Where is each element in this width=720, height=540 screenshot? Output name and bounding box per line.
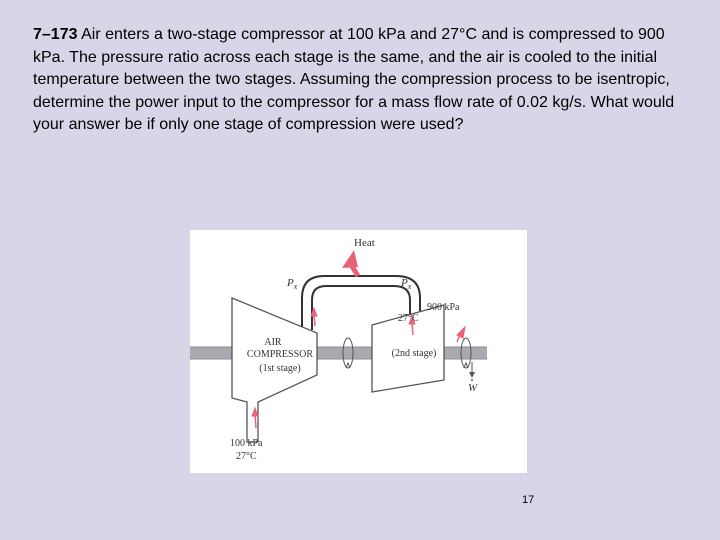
work-symbol: W xyxy=(468,382,478,394)
work-arrow xyxy=(469,362,475,378)
stage1-label-line2: COMPRESSOR xyxy=(246,349,314,360)
page-number: 17 xyxy=(522,494,535,506)
stage1-label-line3: (1st stage) xyxy=(259,363,301,374)
stage2-label: (2nd stage) xyxy=(391,348,437,359)
problem-number: 7–173 xyxy=(33,26,78,43)
px-left-label: $P_x$ xyxy=(287,277,298,291)
problem-statement xyxy=(33,24,683,137)
heat-label: Heat xyxy=(354,237,375,249)
problem-text: Air enters a two-stage compressor at 100 kPa and 27°C and is compressed to 900 kPa. The pressure ratio across each stage is the same, and the air is cooled to the initial temperature between the two stages. Assuming the compression process to be isentropic, determine the power input to the compressor for a mass flow rate of 0.02 kg/s. What would your answer be if only one stage of compression were used? xyxy=(33,26,675,133)
stage1-label-line1: AIR xyxy=(264,337,282,348)
inlet-temperature: 27°C xyxy=(236,451,257,462)
mid-temperature: 27°C xyxy=(398,313,419,324)
heat-arrow xyxy=(342,250,358,276)
px-right-label: $P_x$ xyxy=(401,277,412,291)
compressor-diagram xyxy=(190,230,527,473)
inlet-pressure: 100 kPa xyxy=(230,438,263,449)
outlet-pressure: 900 kPa xyxy=(427,302,460,313)
